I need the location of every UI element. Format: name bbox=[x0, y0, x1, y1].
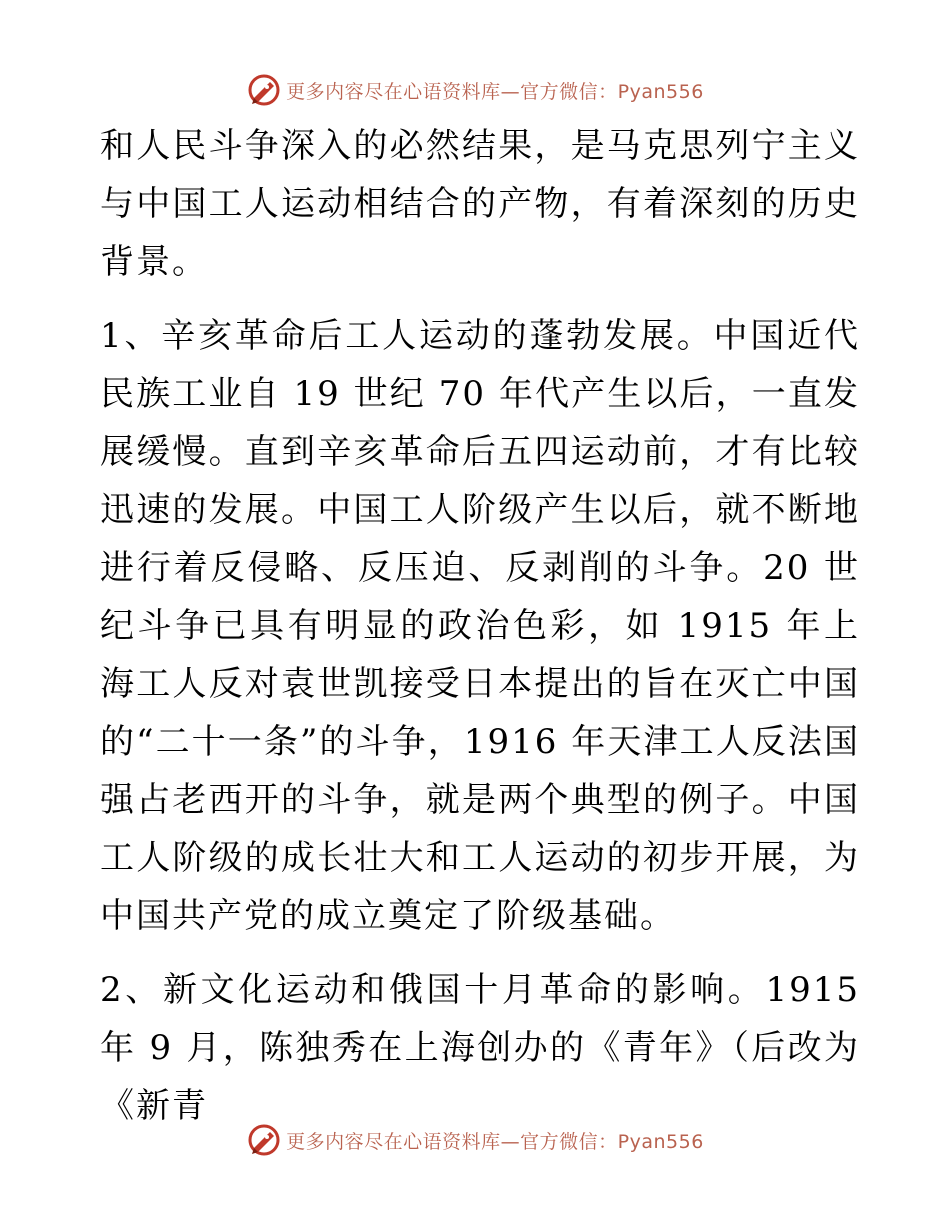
document-body bbox=[100, 117, 860, 1135]
footer-banner-text: 更多内容尽在心语资料库—官方微信：Pyan556 bbox=[286, 1130, 704, 1153]
header-banner bbox=[0, 70, 950, 110]
paragraph-3: 2、新文化运动和俄国十月革命的影响。1915 年 9 月，陈独秀在上海创办的《青年》（后改为《新青 bbox=[100, 970, 860, 1126]
header-banner-text: 更多内容尽在心语资料库—官方微信：Pyan556 bbox=[286, 80, 704, 103]
paragraph-1: 和人民斗争深入的必然结果，是马克思列宁主义与中国工人运动相结合的产物，有着深刻的历史背景。 bbox=[100, 126, 860, 282]
paragraph-2: 1、辛亥革命后工人运动的蓬勃发展。中国近代民族工业自 19 世纪 70 年代产生以后，一直发展缓慢。直到辛亥革命后五四运动前，才有比较迅速的发展。中国工人阶级产生以后，就不断地进行着反侵略、反压迫、反剥削的斗争。20 世纪斗争已具有明显的政治色彩，如 1915 年上海工人反对袁世凯接受日本提出的旨在灭亡中国的“二十一条”的斗争，1916 年天津工人反法国强占老西开的斗争，就是两个典型的例子。中国工人阶级的成长壮大和工人运动的初步开展，为中国共产党的成立奠定了阶级基础。 bbox=[100, 316, 860, 936]
pen-logo-icon bbox=[246, 1122, 282, 1158]
pen-logo-icon bbox=[246, 72, 282, 108]
footer-banner bbox=[0, 1120, 950, 1160]
